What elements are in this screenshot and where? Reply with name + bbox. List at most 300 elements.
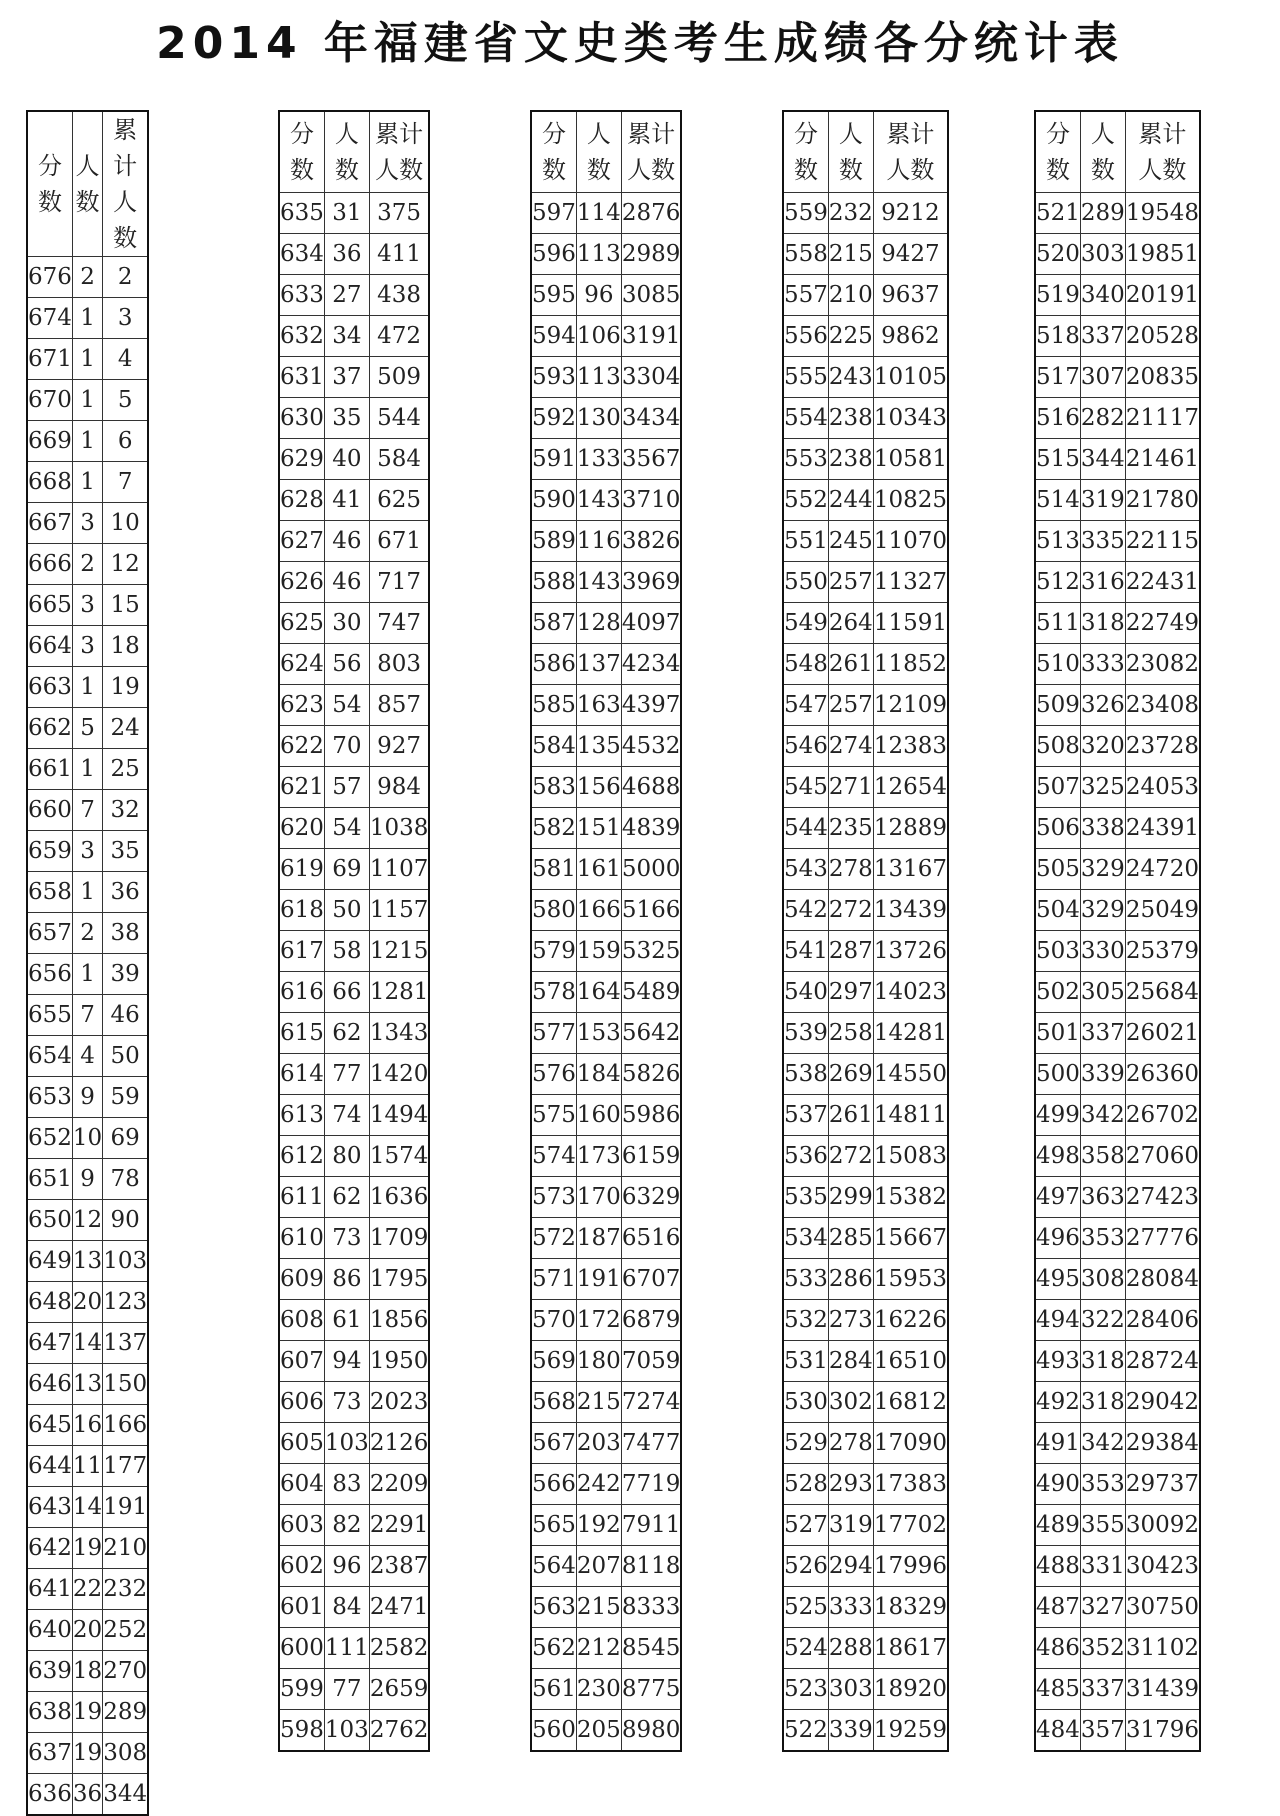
table-row — [1035, 603, 1200, 644]
score-cell: 590 — [531, 480, 576, 521]
cumulative-cell: 2989 — [621, 234, 681, 275]
table-row — [279, 685, 429, 726]
score-cell: 544 — [783, 808, 828, 849]
cumulative-cell: 671 — [369, 521, 429, 562]
cumulative-cell: 232 — [103, 1569, 148, 1610]
count-cell: 285 — [828, 1218, 873, 1259]
table-row — [1035, 1382, 1200, 1423]
table-row — [1035, 1423, 1200, 1464]
cumulative-cell: 14023 — [873, 972, 948, 1013]
score-cell: 631 — [279, 357, 324, 398]
count-cell: 70 — [324, 726, 369, 767]
cumulative-cell: 137 — [103, 1323, 148, 1364]
cumulative-cell: 24391 — [1125, 808, 1200, 849]
count-cell: 77 — [324, 1669, 369, 1710]
score-cell: 626 — [279, 562, 324, 603]
score-cell: 558 — [783, 234, 828, 275]
count-cell: 299 — [828, 1177, 873, 1218]
score-cell: 557 — [783, 275, 828, 316]
score-cell: 578 — [531, 972, 576, 1013]
cumulative-cell: 24720 — [1125, 849, 1200, 890]
count-cell: 35 — [324, 398, 369, 439]
cumulative-cell: 20835 — [1125, 357, 1200, 398]
score-cell: 555 — [783, 357, 828, 398]
count-cell: 84 — [324, 1587, 369, 1628]
score-cell: 507 — [1035, 767, 1080, 808]
count-cell: 353 — [1080, 1464, 1125, 1505]
count-cell: 335 — [1080, 521, 1125, 562]
score-cell: 522 — [783, 1710, 828, 1752]
table-row — [27, 626, 148, 667]
score-cell: 577 — [531, 1013, 576, 1054]
cumulative-cell: 4 — [103, 339, 148, 380]
count-cell: 46 — [324, 562, 369, 603]
score-cell: 653 — [27, 1077, 72, 1118]
table-row — [27, 257, 148, 298]
count-cell: 210 — [828, 275, 873, 316]
cumulative-cell: 10 — [103, 503, 148, 544]
score-cell: 562 — [531, 1628, 576, 1669]
table-row — [783, 1177, 948, 1218]
count-cell: 19 — [72, 1692, 102, 1733]
table-row — [783, 398, 948, 439]
count-cell: 18 — [72, 1651, 102, 1692]
count-cell: 272 — [828, 890, 873, 931]
cumulative-cell: 15953 — [873, 1259, 948, 1300]
table-row — [279, 1341, 429, 1382]
score-cell: 525 — [783, 1587, 828, 1628]
cumulative-cell: 14811 — [873, 1095, 948, 1136]
count-cell: 5 — [72, 708, 102, 749]
cumulative-cell: 28084 — [1125, 1259, 1200, 1300]
score-cell: 588 — [531, 562, 576, 603]
count-cell: 284 — [828, 1341, 873, 1382]
cumulative-cell: 1215 — [369, 931, 429, 972]
count-cell: 34 — [324, 316, 369, 357]
table-row — [531, 1095, 681, 1136]
score-cell: 642 — [27, 1528, 72, 1569]
cumulative-cell: 2291 — [369, 1505, 429, 1546]
count-cell: 358 — [1080, 1136, 1125, 1177]
table-row — [279, 1218, 429, 1259]
cumulative-cell: 3304 — [621, 357, 681, 398]
score-table — [278, 110, 430, 1752]
score-cell: 622 — [279, 726, 324, 767]
cumulative-cell: 344 — [103, 1774, 148, 1816]
table-row — [27, 421, 148, 462]
score-cell: 505 — [1035, 849, 1080, 890]
cumulative-cell: 14281 — [873, 1013, 948, 1054]
score-cell: 661 — [27, 749, 72, 790]
table-row — [783, 1259, 948, 1300]
score-cell: 526 — [783, 1546, 828, 1587]
cumulative-cell: 1950 — [369, 1341, 429, 1382]
score-cell: 513 — [1035, 521, 1080, 562]
score-cell: 662 — [27, 708, 72, 749]
table-row — [27, 1282, 148, 1323]
cumulative-cell: 927 — [369, 726, 429, 767]
count-cell: 133 — [576, 439, 621, 480]
table-row — [27, 1733, 148, 1774]
count-cell: 318 — [1080, 1341, 1125, 1382]
cumulative-cell: 18 — [103, 626, 148, 667]
count-cell: 94 — [324, 1341, 369, 1382]
score-cell: 523 — [783, 1669, 828, 1710]
table-row — [27, 708, 148, 749]
score-cell: 648 — [27, 1282, 72, 1323]
count-cell: 103 — [324, 1710, 369, 1752]
cumulative-cell: 27423 — [1125, 1177, 1200, 1218]
cumulative-cell: 1574 — [369, 1136, 429, 1177]
table-row — [279, 439, 429, 480]
count-cell: 173 — [576, 1136, 621, 1177]
score-cell: 494 — [1035, 1300, 1080, 1341]
count-cell: 344 — [1080, 439, 1125, 480]
table-row — [783, 1136, 948, 1177]
count-cell: 352 — [1080, 1628, 1125, 1669]
score-cell: 664 — [27, 626, 72, 667]
header-cumulative-line2: 人数 — [886, 156, 935, 184]
table-row — [279, 1587, 429, 1628]
count-cell: 230 — [576, 1669, 621, 1710]
score-cell: 484 — [1035, 1710, 1080, 1752]
table-row — [27, 1569, 148, 1610]
table-row — [531, 1710, 681, 1752]
table-row — [279, 562, 429, 603]
table-row — [531, 931, 681, 972]
header-row — [1035, 111, 1200, 193]
header-score: 分数 — [27, 111, 72, 257]
score-cell: 581 — [531, 849, 576, 890]
score-cell: 495 — [1035, 1259, 1080, 1300]
cumulative-cell: 584 — [369, 439, 429, 480]
count-cell: 232 — [828, 193, 873, 234]
cumulative-cell: 252 — [103, 1610, 148, 1651]
score-cell: 654 — [27, 1036, 72, 1077]
count-cell: 10 — [72, 1118, 102, 1159]
count-cell: 339 — [828, 1710, 873, 1752]
count-cell: 83 — [324, 1464, 369, 1505]
table-row — [279, 1177, 429, 1218]
table-row — [27, 1241, 148, 1282]
count-cell: 19 — [72, 1733, 102, 1774]
score-cell: 644 — [27, 1446, 72, 1487]
table-row — [1035, 1669, 1200, 1710]
table-row — [531, 890, 681, 931]
cumulative-cell: 25684 — [1125, 972, 1200, 1013]
cumulative-cell: 28724 — [1125, 1341, 1200, 1382]
cumulative-cell: 20528 — [1125, 316, 1200, 357]
score-cell: 670 — [27, 380, 72, 421]
count-cell: 302 — [828, 1382, 873, 1423]
table-row — [783, 1300, 948, 1341]
count-cell: 307 — [1080, 357, 1125, 398]
cumulative-cell: 10825 — [873, 480, 948, 521]
table-row — [27, 544, 148, 585]
count-cell: 73 — [324, 1382, 369, 1423]
table-row — [1035, 1136, 1200, 1177]
count-cell: 272 — [828, 1136, 873, 1177]
cumulative-cell: 38 — [103, 913, 148, 954]
cumulative-cell: 7 — [103, 462, 148, 503]
cumulative-cell: 13726 — [873, 931, 948, 972]
score-cell: 492 — [1035, 1382, 1080, 1423]
cumulative-cell: 12654 — [873, 767, 948, 808]
count-cell: 191 — [576, 1259, 621, 1300]
cumulative-cell: 18920 — [873, 1669, 948, 1710]
score-cell: 633 — [279, 275, 324, 316]
cumulative-cell: 9862 — [873, 316, 948, 357]
table-row — [783, 521, 948, 562]
cumulative-cell: 3191 — [621, 316, 681, 357]
score-cell: 666 — [27, 544, 72, 585]
count-cell: 342 — [1080, 1423, 1125, 1464]
cumulative-cell: 166 — [103, 1405, 148, 1446]
score-cell: 600 — [279, 1628, 324, 1669]
score-cell: 592 — [531, 398, 576, 439]
cumulative-cell: 1157 — [369, 890, 429, 931]
table-row — [279, 316, 429, 357]
header-cumulative-line2: 人数 — [113, 188, 138, 252]
table-row — [279, 1423, 429, 1464]
score-cell: 517 — [1035, 357, 1080, 398]
score-cell: 564 — [531, 1546, 576, 1587]
table-row — [279, 972, 429, 1013]
table-row — [1035, 685, 1200, 726]
score-cell: 608 — [279, 1300, 324, 1341]
score-cell: 531 — [783, 1341, 828, 1382]
score-cell: 587 — [531, 603, 576, 644]
score-cell: 486 — [1035, 1628, 1080, 1669]
count-cell: 238 — [828, 439, 873, 480]
header-cumulative-line2: 人数 — [1138, 156, 1187, 184]
score-cell: 575 — [531, 1095, 576, 1136]
score-cell: 515 — [1035, 439, 1080, 480]
cumulative-cell: 509 — [369, 357, 429, 398]
cumulative-cell: 3434 — [621, 398, 681, 439]
score-cell: 570 — [531, 1300, 576, 1341]
score-cell: 593 — [531, 357, 576, 398]
cumulative-cell: 4097 — [621, 603, 681, 644]
score-cell: 671 — [27, 339, 72, 380]
count-cell: 338 — [1080, 808, 1125, 849]
count-cell: 156 — [576, 767, 621, 808]
count-cell: 161 — [576, 849, 621, 890]
table-row — [279, 275, 429, 316]
table-row — [783, 1710, 948, 1752]
header-cumulative — [103, 111, 148, 257]
score-cell: 554 — [783, 398, 828, 439]
cumulative-cell: 177 — [103, 1446, 148, 1487]
count-cell: 215 — [576, 1382, 621, 1423]
cumulative-cell: 438 — [369, 275, 429, 316]
cumulative-cell: 23082 — [1125, 644, 1200, 685]
score-table — [1034, 110, 1201, 1752]
cumulative-cell: 6329 — [621, 1177, 681, 1218]
cumulative-cell: 1343 — [369, 1013, 429, 1054]
cumulative-cell: 50 — [103, 1036, 148, 1077]
count-cell: 7 — [72, 790, 102, 831]
table-row — [27, 1651, 148, 1692]
cumulative-cell: 2876 — [621, 193, 681, 234]
count-cell: 12 — [72, 1200, 102, 1241]
cumulative-cell: 803 — [369, 644, 429, 685]
count-cell: 318 — [1080, 603, 1125, 644]
count-cell: 212 — [576, 1628, 621, 1669]
table-row — [279, 603, 429, 644]
cumulative-cell: 12 — [103, 544, 148, 585]
table-row — [783, 972, 948, 1013]
score-cell: 594 — [531, 316, 576, 357]
count-cell: 14 — [72, 1323, 102, 1364]
header-row — [27, 111, 148, 257]
cumulative-cell: 21780 — [1125, 480, 1200, 521]
count-cell: 96 — [324, 1546, 369, 1587]
table-row — [1035, 521, 1200, 562]
count-cell: 3 — [72, 585, 102, 626]
table-row — [1035, 357, 1200, 398]
score-cell: 524 — [783, 1628, 828, 1669]
table-row — [279, 234, 429, 275]
cumulative-cell: 210 — [103, 1528, 148, 1569]
table-row — [1035, 1710, 1200, 1752]
count-cell: 1 — [72, 954, 102, 995]
count-cell: 288 — [828, 1628, 873, 1669]
count-cell: 320 — [1080, 726, 1125, 767]
score-cell: 521 — [1035, 193, 1080, 234]
cumulative-cell: 10105 — [873, 357, 948, 398]
score-cell: 573 — [531, 1177, 576, 1218]
score-cell: 571 — [531, 1259, 576, 1300]
count-cell: 54 — [324, 808, 369, 849]
table-row — [279, 357, 429, 398]
cumulative-cell: 11070 — [873, 521, 948, 562]
count-cell: 143 — [576, 562, 621, 603]
table-row — [27, 1446, 148, 1487]
table-row — [27, 298, 148, 339]
count-cell: 20 — [72, 1282, 102, 1323]
cumulative-cell: 29384 — [1125, 1423, 1200, 1464]
score-cell: 539 — [783, 1013, 828, 1054]
score-cell: 535 — [783, 1177, 828, 1218]
cumulative-cell: 1494 — [369, 1095, 429, 1136]
cumulative-cell: 21461 — [1125, 439, 1200, 480]
score-cell: 489 — [1035, 1505, 1080, 1546]
score-cell: 550 — [783, 562, 828, 603]
table-row — [783, 1546, 948, 1587]
cumulative-cell: 21117 — [1125, 398, 1200, 439]
score-cell: 584 — [531, 726, 576, 767]
count-cell: 192 — [576, 1505, 621, 1546]
table-row — [783, 357, 948, 398]
header-cumulative-line1: 累计 — [886, 120, 935, 148]
cumulative-cell: 5 — [103, 380, 148, 421]
table-row — [27, 1200, 148, 1241]
score-cell: 658 — [27, 872, 72, 913]
cumulative-cell: 7911 — [621, 1505, 681, 1546]
table-row — [531, 275, 681, 316]
cumulative-cell: 16226 — [873, 1300, 948, 1341]
count-cell: 329 — [1080, 890, 1125, 931]
cumulative-cell: 289 — [103, 1692, 148, 1733]
count-cell: 340 — [1080, 275, 1125, 316]
cumulative-cell: 16510 — [873, 1341, 948, 1382]
score-cell: 591 — [531, 439, 576, 480]
score-cell: 509 — [1035, 685, 1080, 726]
cumulative-cell: 3826 — [621, 521, 681, 562]
score-cell: 580 — [531, 890, 576, 931]
score-cell: 503 — [1035, 931, 1080, 972]
score-cell: 634 — [279, 234, 324, 275]
table-row — [783, 849, 948, 890]
score-cell: 519 — [1035, 275, 1080, 316]
cumulative-cell: 2 — [103, 257, 148, 298]
table-row — [783, 1341, 948, 1382]
cumulative-cell: 1281 — [369, 972, 429, 1013]
score-cell: 583 — [531, 767, 576, 808]
table-row — [27, 913, 148, 954]
table-row — [279, 521, 429, 562]
score-cell: 636 — [27, 1774, 72, 1816]
count-cell: 329 — [1080, 849, 1125, 890]
table-row — [27, 462, 148, 503]
score-cell: 674 — [27, 298, 72, 339]
cumulative-cell: 17702 — [873, 1505, 948, 1546]
score-cell: 628 — [279, 480, 324, 521]
score-cell: 504 — [1035, 890, 1080, 931]
cumulative-cell: 17090 — [873, 1423, 948, 1464]
table-row — [27, 1364, 148, 1405]
header-count: 人数 — [72, 111, 102, 257]
table-row — [279, 644, 429, 685]
table-row — [27, 1692, 148, 1733]
table-row — [1035, 849, 1200, 890]
cumulative-cell: 472 — [369, 316, 429, 357]
score-cell: 540 — [783, 972, 828, 1013]
table-row — [531, 1587, 681, 1628]
count-cell: 303 — [1080, 234, 1125, 275]
count-cell: 3 — [72, 503, 102, 544]
count-cell: 58 — [324, 931, 369, 972]
count-cell: 282 — [1080, 398, 1125, 439]
score-cell: 645 — [27, 1405, 72, 1446]
count-cell: 308 — [1080, 1259, 1125, 1300]
cumulative-cell: 2126 — [369, 1423, 429, 1464]
cumulative-cell: 69 — [103, 1118, 148, 1159]
count-cell: 36 — [72, 1774, 102, 1816]
score-cell: 541 — [783, 931, 828, 972]
count-cell: 1 — [72, 749, 102, 790]
header-cumulative-line1: 累计 — [113, 116, 138, 180]
table-row — [279, 1628, 429, 1669]
cumulative-cell: 18329 — [873, 1587, 948, 1628]
count-cell: 13 — [72, 1241, 102, 1282]
cumulative-cell: 17383 — [873, 1464, 948, 1505]
table-row — [27, 667, 148, 708]
count-cell: 261 — [828, 644, 873, 685]
cumulative-cell: 8775 — [621, 1669, 681, 1710]
count-cell: 316 — [1080, 562, 1125, 603]
table-row — [1035, 562, 1200, 603]
count-cell: 31 — [324, 193, 369, 234]
count-cell: 1 — [72, 462, 102, 503]
count-cell: 337 — [1080, 316, 1125, 357]
table-row — [1035, 726, 1200, 767]
header-count: 人数 — [576, 111, 621, 193]
table-row — [531, 316, 681, 357]
table-row — [1035, 1054, 1200, 1095]
header-cumulative-line1: 累计 — [627, 120, 676, 148]
